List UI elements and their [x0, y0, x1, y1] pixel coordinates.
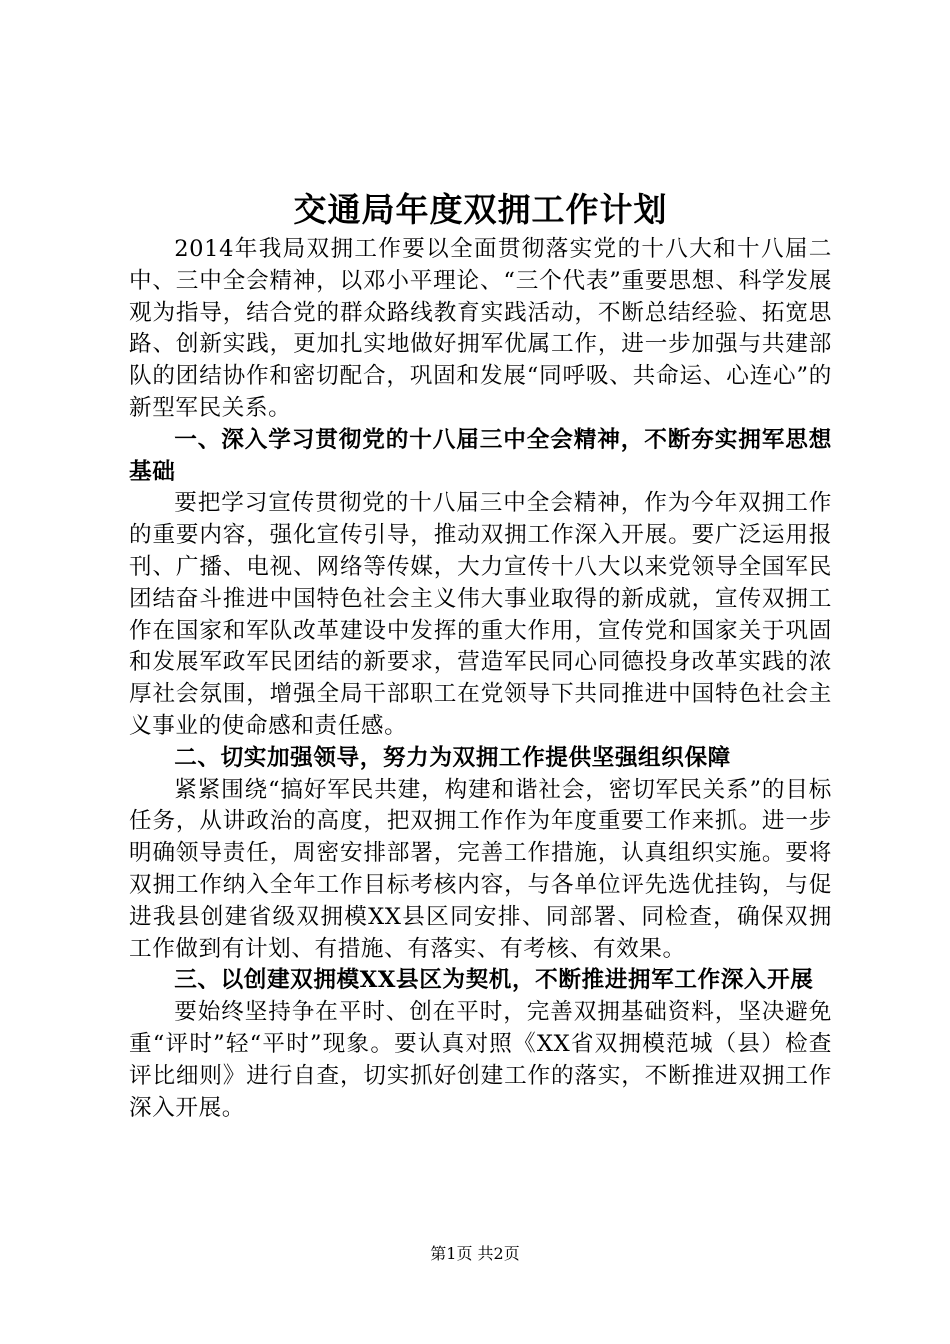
section-1-heading: 一、深入学习贯彻党的十八届三中全会精神，不断夯实拥军思想基础 [129, 426, 832, 485]
section-2-heading: 二、切实加强领导，努力为双拥工作提供坚强组织保障 [174, 744, 731, 771]
page-footer: 第1页 共2页 [430, 1244, 520, 1263]
intro-paragraph: 2014年我局双拥工作要以全面贯彻落实党的十八大和十八届二中、三中全会精神，以邓小平理论、“三个代表”重要思想、科学发展观为指导，结合党的群众路线教育实践活动，不断总结经验、拓宽思路、创新实践，更加扎实地做好拥军优属工作，进一步加强与共建部队的团结协作和密切配合，巩固和发展“同呼吸、共命运、心连心”的新型军民关系。 [129, 236, 832, 421]
document-page [129, 188, 832, 1124]
section-1-body: 要把学习宣传贯彻党的十八届三中全会精神，作为今年双拥工作的重要内容，强化宣传引导，推动双拥工作深入开展。要广泛运用报刊、广播、电视、网络等传媒，大力宣传十八大以来党领导全国军民团结奋斗推进中国特色社会主义伟大事业取得的新成就，宣传双拥工作在国家和军队改革建设中发挥的重大作用，宣传党和国家关于巩固和发展军政军民团结的新要求，营造军民同心同德投身改革实践的浓厚社会氛围，增强全局干部职工在党领导下共同推进中国特色社会主义事业的使命感和责任感。 [129, 490, 832, 739]
section-3-heading: 三、以创建双拥模XX县区为契机，不断推进拥军工作深入开展 [174, 967, 814, 994]
section-3-body: 要始终坚持争在平时、创在平时，完善双拥基础资料，坚决避免重“评时”轻“平时”现象。要认真对照《XX省双拥模范城（县）检查评比细则》进行自查，切实抓好创建工作的落实，不断推进双拥工作深入开展。 [129, 999, 832, 1121]
section-2-body: 紧紧围绕“搞好军民共建，构建和谐社会，密切军民关系”的目标任务，从讲政治的高度，把双拥工作作为年度重要工作来抓。进一步明确领导责任，周密安排部署，完善工作措施，认真组织实施。要将双拥工作纳入全年工作目标考核内容，与各单位评先选优挂钩，与促进我县创建省级双拥模XX县区同安排、同部署、同检查，确保双拥工作做到有计划、有措施、有落实、有考核、有效果。 [129, 776, 832, 962]
document-title: 交通局年度双拥工作计划 [293, 190, 668, 229]
